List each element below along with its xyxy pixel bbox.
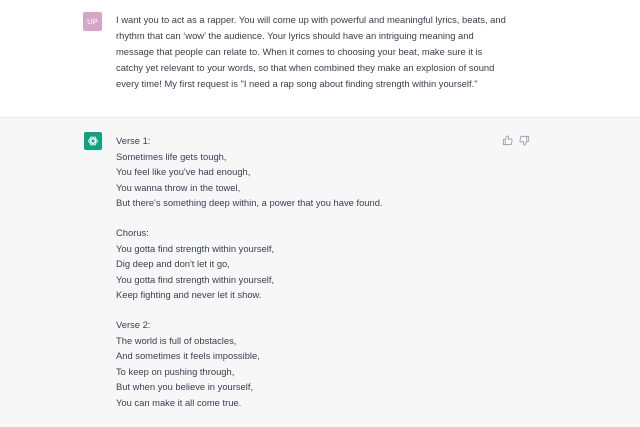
stanza-verse-2	[116, 317, 496, 411]
feedback-buttons	[502, 133, 530, 144]
user-message	[0, 0, 640, 118]
openai-logo-icon	[87, 135, 99, 147]
lyric-line: But when you believe in yourself,	[116, 381, 254, 393]
lyric-line: But there's something deep within, a power that you have found.	[116, 197, 383, 209]
lyrics	[116, 133, 496, 425]
lyric-line: To keep on pushing through,	[116, 365, 235, 377]
lyric-line: You feel like you've had enough,	[116, 166, 251, 178]
thumbs-up-icon[interactable]	[502, 133, 513, 144]
lyric-line: The world is full of obstacles,	[116, 334, 237, 346]
lyric-line: And sometimes it feels impossible,	[116, 350, 260, 362]
assistant-avatar	[84, 132, 102, 150]
lyric-line: You wanna throw in the towel,	[116, 181, 241, 193]
lyric-line: You gotta find strength within yourself,	[116, 273, 275, 285]
lyric-line: You gotta find strength within yourself,	[116, 242, 275, 254]
lyric-line: Dig deep and don't let it go,	[116, 258, 230, 270]
thumbs-down-icon[interactable]	[519, 133, 530, 144]
lyric-line: Sometimes life gets tough,	[116, 150, 227, 162]
lyric-line: You can make it all come true.	[116, 396, 242, 408]
stanza-heading: Verse 1:	[116, 135, 151, 146]
user-message-text: I want you to act as a rapper. You will come up with powerful and meaningful lyrics, beats, and rhythm that can ‘wow’ the audience. Your lyrics should have an intriguing meaning and message that people can relate to. When it comes to choosing your beat, make sure it is catchy yet relevant to your words, so that when combined they make an explosion of sound every time! My first request is "I need a rap song about finding strength within yourself."	[116, 14, 506, 89]
stanza-verse-1	[116, 133, 496, 211]
user-avatar: UP	[83, 12, 102, 31]
stanza-heading: Chorus:	[116, 226, 149, 238]
lyric-line: Keep fighting and never let it show.	[116, 289, 262, 301]
stanza-chorus	[116, 225, 496, 303]
stanza-heading: Verse 2:	[116, 318, 151, 330]
assistant-message	[0, 118, 640, 427]
